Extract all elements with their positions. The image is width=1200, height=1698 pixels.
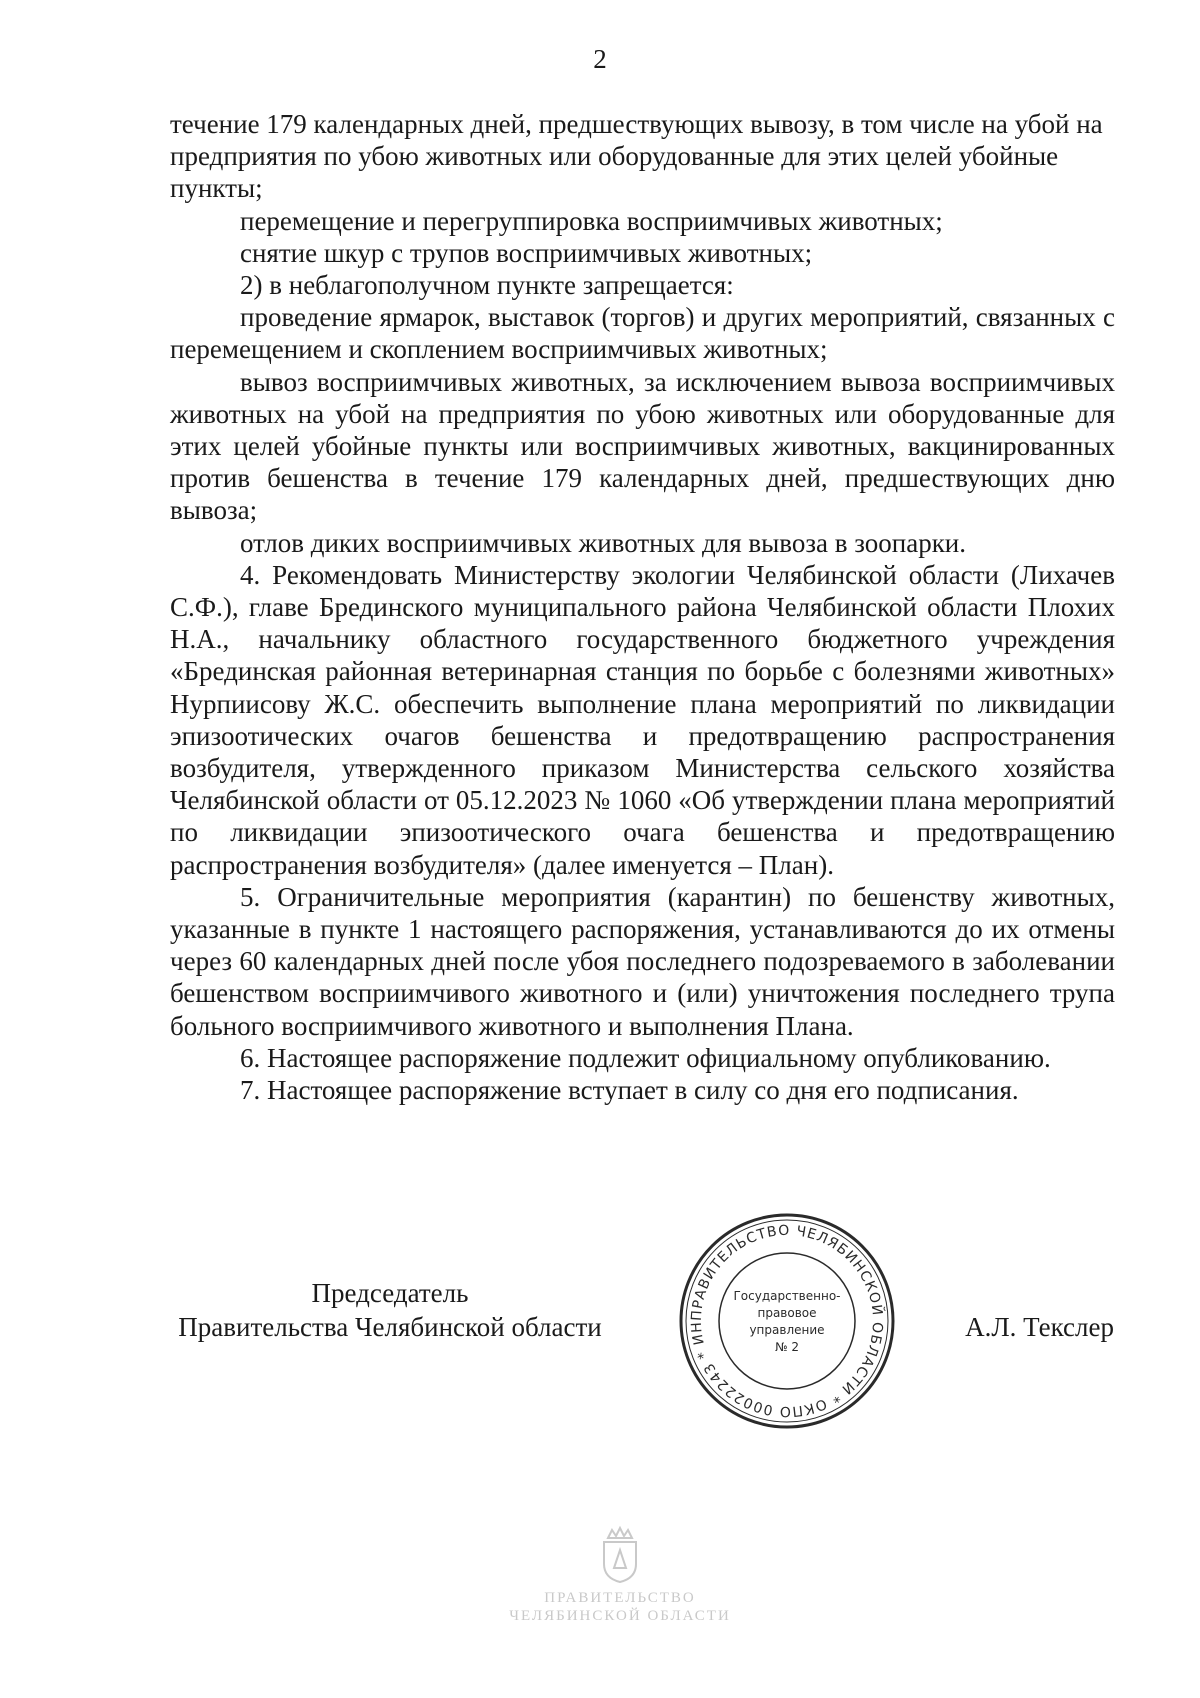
official-seal: [676, 1210, 898, 1432]
seal-graphic: [676, 1210, 898, 1432]
paragraph-fairs: проведение ярмарок, выставок (торгов) и других мероприятий, связанных с перемещением и скоплением восприимчивых животных;: [170, 302, 1115, 365]
paragraph-regrouping: перемещение и перегруппировка восприимчивых животных;: [240, 205, 943, 236]
seal-center-line3: управление: [749, 1323, 825, 1337]
paragraph-skinning: снятие шкур с трупов восприимчивых животных;: [240, 237, 813, 268]
signatory-title-line1: Председатель: [311, 1278, 469, 1308]
paragraph-prohibited-heading: 2) в неблагополучном пункте запрещается:: [240, 270, 734, 301]
signatory-title: [170, 1276, 610, 1344]
seal-center-line2: правовое: [757, 1306, 817, 1320]
page-number: 2: [593, 44, 607, 74]
seal-center-line1: Государственно-: [733, 1289, 841, 1303]
paragraph-continuation: течение 179 календарных дней, предшествующих вывозу, в том числе на убой на предприятия по убою животных или оборудованные для этих целей убойные пункты;: [170, 109, 1103, 204]
paragraph-item-4: 4. Рекомендовать Министерству экологии Челябинской области (Лихачев С.Ф.), главе Брединского муниципального района Челябинской области Плохих Н.А., начальнику областного государственного бюджетного учреждения «Брединская районная ветеринарная станция по борьбе с болезнями животных» Нурпиисову Ж.С. обеспечить выполнение плана мероприятий по ликвидации эпизоотических очагов бешенства и предотвращению распространения возбудителя, утвержденного приказом Министерства сельского хозяйства Челябинской области от 05.12.2023 № 1060 «Об утверждении плана мероприятий по ликвидации эпизоотического очага бешенства и предотвращению распространения возбудителя» (далее именуется – План).: [170, 559, 1115, 880]
seal-center-line4: № 2: [775, 1340, 799, 1354]
signatory-name: А.Л. Текслер: [965, 1312, 1114, 1342]
paragraph-item-6: 6. Настоящее распоряжение подлежит официальному опубликованию.: [240, 1042, 1051, 1073]
seal-ring-text: ПРАВИТЕЛЬСТВО ЧЕЛЯБИНСКОЙ ОБЛАСТИ * ОКПО 00022243 * ИН: [688, 1222, 886, 1420]
paragraph-item-5: 5. Ограничительные мероприятия (карантин) по бешенству животных, указанные в пункте 1 настоящего распоряжения, устанавливаются до их отмены через 60 календарных дней после убоя последнего подозреваемого в заболевании бешенством восприимчивого животного и (или) уничтожения последнего трупа больного восприимчивого животного и выполнения Плана.: [170, 881, 1115, 1041]
paragraph-item-7: 7. Настоящее распоряжение вступает в силу со дня его подписания.: [240, 1075, 1019, 1106]
paragraph-export: вывоз восприимчивых животных, за исключением вывоза восприимчивых животных на убой на предприятия по убою животных или оборудованные для этих целей убойные пункты или восприимчивых животных, вакцинированных против бешенства в течение 179 календарных дней, предшествующих дню вывоза;: [170, 366, 1115, 526]
watermark-line2: ЧЕЛЯБИНСКОЙ ОБЛАСТИ: [509, 1608, 731, 1624]
coat-of-arms-icon: [596, 1524, 644, 1584]
watermark-line1: ПРАВИТЕЛЬСТВО: [544, 1590, 696, 1606]
document-body: [170, 108, 1115, 1106]
signatory-title-line2: Правительства Челябинской области: [178, 1312, 602, 1342]
paragraph-capture: отлов диких восприимчивых животных для вывоза в зоопарки.: [240, 527, 967, 558]
government-watermark: [470, 1524, 770, 1625]
